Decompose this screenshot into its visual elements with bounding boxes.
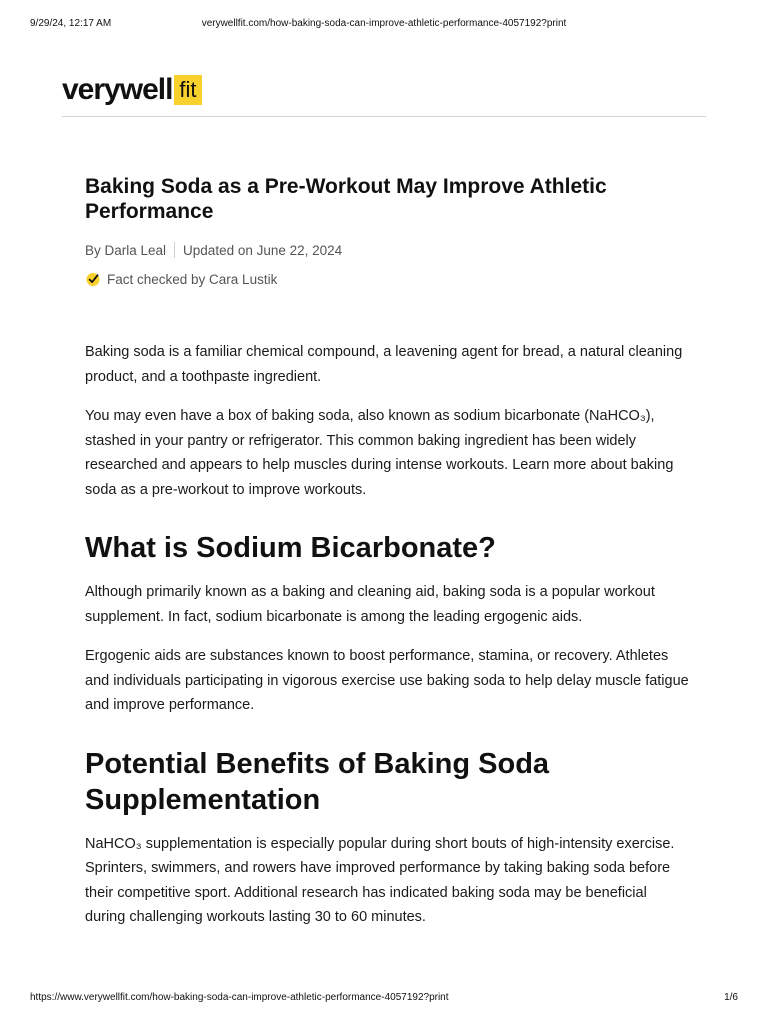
fact-check [85,270,690,288]
intro-paragraph: You may even have a box of baking soda, also known as sodium bicarbonate (NaHCO₃), stashed in your pantry or refrigerator. This common baking ingredient has been widely researched and appears to help muscles during intense workouts. Learn more about baking soda as a pre-workout to improve workouts. [85,408,674,498]
article [85,174,690,945]
print-header [30,18,738,32]
print-footer [30,992,738,1006]
article-body [85,340,690,930]
print-url: verywellfit.com/how-baking-soda-can-improve-athletic-performance-4057192?print [201,18,567,29]
print-date: 9/29/24, 12:17 AM [30,18,112,29]
article-title: Baking Soda as a Pre-Workout May Improve Athletic Performance [85,175,607,223]
logo-badge: fit [174,75,201,105]
footer-url: https://www.verywellfit.com/how-baking-soda-can-improve-athletic-performance-4057192?print [30,992,449,1003]
section-paragraph: Although primarily known as a baking and cleaning aid, baking soda is a popular workout supplement. In fact, sodium bicarbonate is among the leading ergogenic aids. [85,584,655,625]
page-number: 1/6 [724,992,738,1003]
intro-paragraph: Baking soda is a familiar chemical compound, a leavening agent for bread, a natural cleaning product, and a toothpaste ingredient. [85,344,683,385]
check-badge-icon [85,271,101,287]
section-heading: What is Sodium Bicarbonate? [85,532,496,564]
byline-separator [174,242,175,258]
fact-check-text[interactable]: Fact checked by Cara Lustik [107,271,278,287]
logo-wordmark: verywell [62,73,173,106]
section-paragraph: Ergogenic aids are substances known to boost performance, stamina, or recovery. Athletes and individuals participating in vigorous exercise use baking soda to help delay muscle fatigue and improve performance. [85,648,689,713]
byline-updated: Updated on June 22, 2024 [183,242,343,258]
section-heading: Potential Benefits of Baking Soda Supplementation [85,747,550,816]
site-logo[interactable] [62,72,202,108]
section-paragraph: NaHCO₃ supplementation is especially popular during short bouts of high-intensity exercise. Sprinters, swimmers, and rowers have improved performance by taking baking soda before their competitive sport. Additional research has indicated baking soda may be beneficial during challenging workouts lasting 30 to 60 minutes. [85,835,675,925]
header-divider [62,116,706,117]
byline-author[interactable]: By Darla Leal [85,242,167,258]
byline [85,241,690,259]
